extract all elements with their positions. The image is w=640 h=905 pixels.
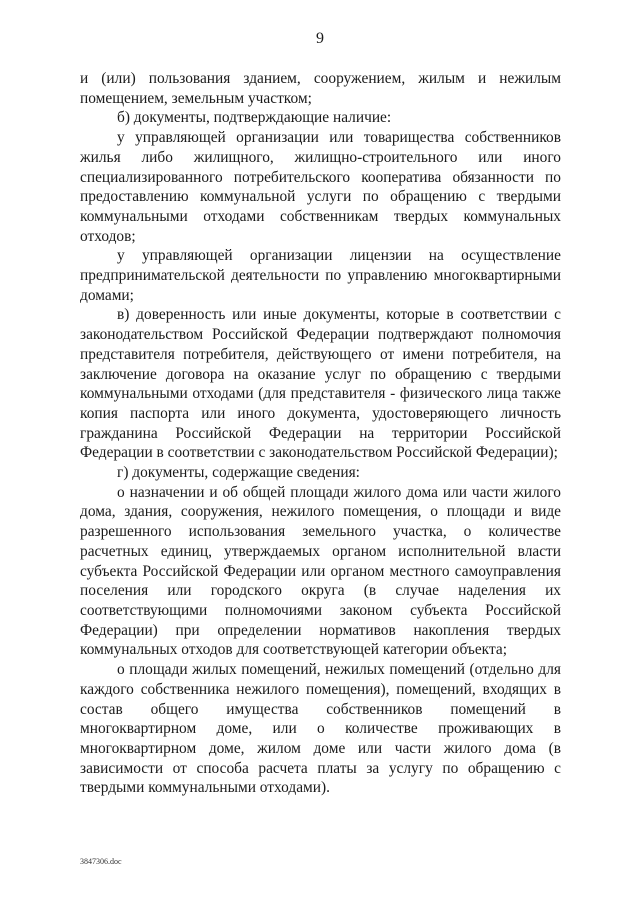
document-filename: 3847306.doc — [80, 857, 122, 866]
paragraph-item-b: б) документы, подтверждающие наличие: — [117, 109, 392, 127]
paragraph-management-license: у управляющей организации лицензии на осуществление предпринимательской деятельности по управлению многоквартирными домами; — [80, 247, 561, 304]
paragraph-management-obligation: у управляющей организации или товарищества собственников жилья либо жилищного, жилищно-строительного или иного специализированного потребительского кооператива обязанности по предоставлению коммунальной услуги по обращению с твердыми коммунальными отходами собственникам твердых коммунальных отходов; — [80, 129, 561, 245]
paragraph-purpose-area: о назначении и об общей площади жилого дома или части жилого дома, здания, сооружения, нежилого помещения, о площади и виде разрешенного использования земельного участка, о количестве расчетных единиц, утверждаемых органом исполнительной власти субъекта Российской Федерации или органом местного самоуправления поселения или городского округа (в случае наделения их соответствующими полномочиями законом субъекта Российской Федерации) при определении нормативов накопления твердых коммунальных отходов для соответствующей категории объекта; — [80, 483, 561, 659]
paragraph-premises-area: о площади жилых помещений, нежилых помещений (отдельно для каждого собственника нежилого помещения), помещений, входящих в состав общего имущества собственников помещений в многоквартирном доме, или о количестве проживающих в многоквартирном доме, жилом доме или части жилого дома (в зависимости от способа расчета платы за услугу по обращению с твердыми коммунальными отходами). — [80, 661, 561, 797]
document-body — [80, 69, 561, 798]
paragraph-item-g: г) документы, содержащие сведения: — [117, 464, 360, 482]
paragraph-item-v: в) доверенность или иные документы, которые в соответствии с законодательством Российской Федерации подтверждают полномочия представителя потребителя, действующего от имени потребителя, на заключение договора на оказание услуг по обращению с твердыми коммунальными отходами (для представителя - физического лица также копия паспорта или иного документа, удостоверяющего личность гражданина Российской Федерации на территории Российской Федерации в соответствии с законодательством Российской Федерации); — [80, 306, 561, 462]
paragraph-continuation: и (или) пользования зданием, сооружением, жилым и нежилым помещением, земельным участком; — [80, 70, 561, 107]
page-number: 9 — [316, 30, 324, 47]
